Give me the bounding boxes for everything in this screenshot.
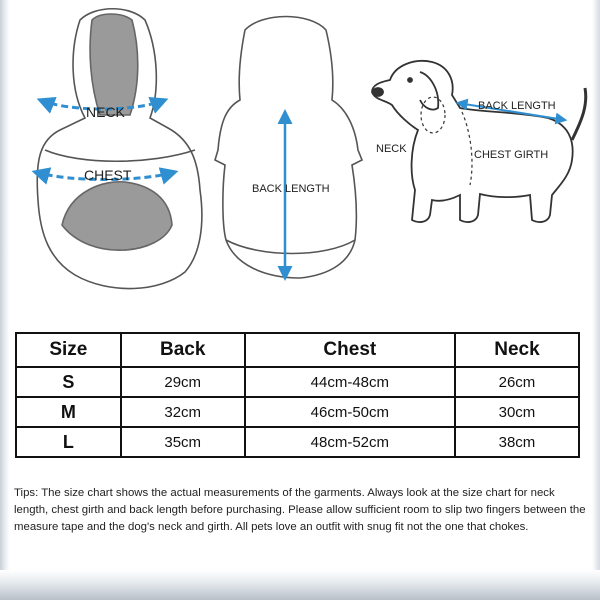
header-neck: Neck [455, 333, 579, 367]
dog-drawing [372, 61, 586, 222]
size-m: M [16, 397, 121, 427]
table-header-row [16, 333, 579, 367]
tips-text: Tips: The size chart shows the actual measurements of the garments. Always look at the size chart for neck length, chest girth and back length before purchasing. Please allow sufficient room to slip two fingers between the measure tape and the dog's neck and girth. All pets love an outfit with snug fit not the one that chokes. [14, 487, 586, 533]
table-row [16, 397, 579, 427]
back-length-label: BACK LENGTH [252, 183, 330, 195]
table-row [16, 427, 579, 457]
neck-s: 26cm [455, 367, 579, 397]
header-size: Size [16, 333, 121, 367]
hoodie-front-drawing [37, 9, 202, 289]
hoodie-back-drawing [215, 17, 362, 279]
header-back: Back [121, 333, 245, 367]
neck-m: 30cm [455, 397, 579, 427]
chest-s: 44cm-48cm [245, 367, 455, 397]
dog-neck-label: NECK [376, 143, 407, 155]
dog-back-length-label: BACK LENGTH [478, 100, 556, 112]
table-row [16, 367, 579, 397]
chest-m: 46cm-50cm [245, 397, 455, 427]
dog-chest-girth-label: CHEST GIRTH [474, 149, 549, 161]
neck-l: 38cm [455, 427, 579, 457]
chest-l: 48cm-52cm [245, 427, 455, 457]
neck-label: NECK [86, 104, 125, 120]
back-s: 29cm [121, 367, 245, 397]
header-chest: Chest [245, 333, 455, 367]
chest-label: CHEST [84, 167, 132, 183]
bottom-edge-shadow [0, 570, 600, 600]
size-table [15, 332, 580, 458]
back-m: 32cm [121, 397, 245, 427]
size-l: L [16, 427, 121, 457]
back-l: 35cm [121, 427, 245, 457]
size-s: S [16, 367, 121, 397]
